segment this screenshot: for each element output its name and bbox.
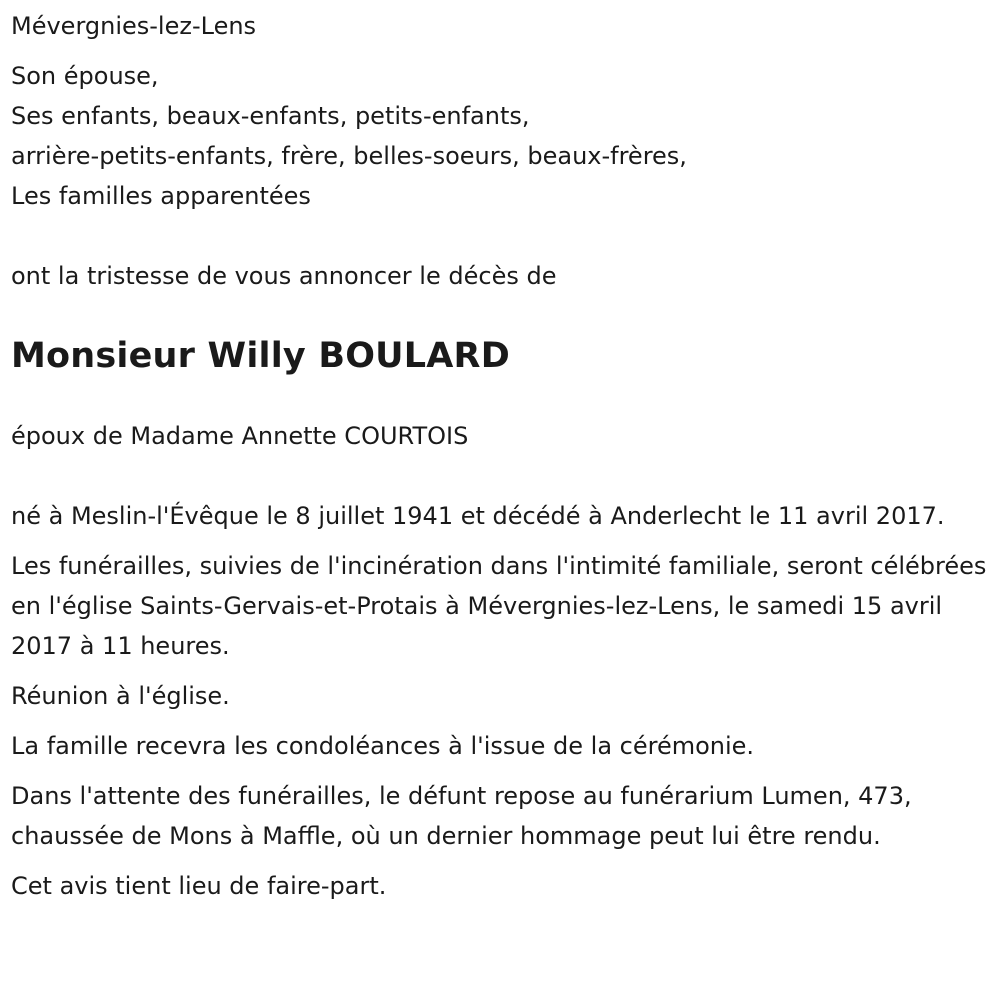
announcement-text: ont la tristesse de vous annoncer le décès de xyxy=(11,262,557,290)
location-line: Mévergnies-lez-Lens xyxy=(11,12,257,40)
funerarium-text: Dans l'attente des funérailles, le défunt repose au funérarium Lumen, 473, chaussée de Mons à Maffle, où un dernier hommage peut lui être rendu. xyxy=(11,782,912,850)
funeral-text: Les funérailles, suivies de l'incinération dans l'intimité familiale, seront célébrées en l'église Saints-Gervais-et-Protais à Mévergnies-lez-Lens, le samedi 15 avril 2017 à 11 heures. xyxy=(11,552,987,660)
spouse-text: époux de Madame Annette COURTOIS xyxy=(11,422,469,450)
spacer xyxy=(11,456,987,496)
family-line: Son épouse, xyxy=(11,62,159,90)
deceased-name: Monsieur Willy BOULARD xyxy=(11,336,510,376)
family-line: Les familles apparentées xyxy=(11,182,311,210)
meeting-text: Réunion à l'église. xyxy=(11,682,230,710)
family-line: Ses enfants, beaux-enfants, petits-enfants, xyxy=(11,102,530,130)
family-list xyxy=(11,56,987,216)
condolences-text: La famille recevra les condoléances à l'issue de la cérémonie. xyxy=(11,732,755,760)
family-line: arrière-petits-enfants, frère, belles-soeurs, beaux-frères, xyxy=(11,142,687,170)
spacer xyxy=(11,216,987,256)
notice-text: Cet avis tient lieu de faire-part. xyxy=(11,872,387,900)
birth-death-text: né à Meslin-l'Évêque le 8 juillet 1941 et décédé à Anderlecht le 11 avril 2017. xyxy=(11,502,945,530)
